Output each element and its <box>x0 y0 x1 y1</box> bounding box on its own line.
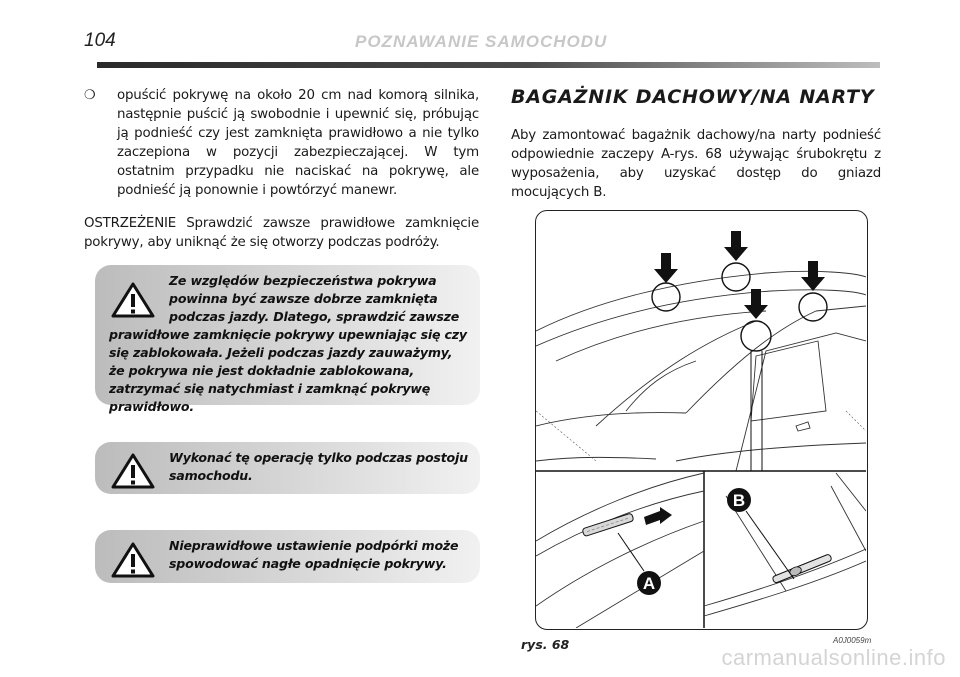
figure-68 <box>535 210 868 630</box>
bullet-text: opuścić pokrywę na około 20 cm nad komorą silnika, następnie puścić ją swobodnie i upewnić się, próbując ją podnieść czy jest zamknięta prawidłowo a nie tylko zaczepiona w pozycji zabezpieczającej. W tym ostatnim przypadku nie naciskać na pokrywę, ale podnieść ją ponownie i powtórzyć manewr. <box>117 88 479 198</box>
label-a: A <box>642 574 656 593</box>
bullet-marker: ❍ <box>84 88 96 103</box>
warning-box-2 <box>95 442 480 494</box>
warning-triangle-icon <box>111 453 155 489</box>
warning-triangle-icon <box>111 542 155 578</box>
warning-text-1: Ze względów bezpieczeństwa pokrywa powinna być zawsze dobrze zamknięta podczas jazdy. Dlatego, sprawdzić zawsze prawidłowe zamknięcie pokrywy upewniając się czy się zablokowała. Jeżeli podczas jazdy zauważymy, że pokrywa nie jest dokładnie zablokowana, zatrzymać się natychmiast i zamknąć pokrywę prawidłowo. <box>109 273 467 414</box>
label-b: B <box>732 491 746 510</box>
warning-text-3: Nieprawidłowe ustawienie podpórki może spowodować nagłe opadnięcie pokrywy. <box>169 538 459 571</box>
warning-triangle-icon <box>111 282 155 318</box>
warning-paragraph: OSTRZEŻENIE Sprawdzić zawsze prawidłowe zamknięcie pokrywy, aby uniknąć że się otworzy podczas podróży. <box>84 216 479 250</box>
roof-rack-heading: BAGAŻNIK DACHOWY/NA NARTY <box>511 86 875 108</box>
figure-code: A0J0059m <box>833 636 872 645</box>
watermark: carmanualsonline.info <box>721 645 946 670</box>
top-rule <box>97 62 880 68</box>
left-column <box>84 86 479 252</box>
roof-rack-text: Aby zamontować bagażnik dachowy/na narty podnieść odpowiednie zaczepy A-rys. 68 używając śrubokrętu z wyposażenia, aby uzyskać dostęp do gniazd mocujących B. <box>511 128 881 200</box>
warning-box-1 <box>95 265 480 414</box>
section-title: POZNAWANIE SAMOCHODU <box>355 32 608 51</box>
car-roof-illustration <box>536 211 866 628</box>
figure-caption: rys. 68 <box>521 637 570 652</box>
right-column <box>511 86 881 202</box>
bullet-item <box>84 86 479 200</box>
warning-box-3 <box>95 530 480 583</box>
page-number: 104 <box>84 30 116 51</box>
warning-text-2: Wykonać tę operację tylko podczas postoju samochodu. <box>169 450 468 483</box>
